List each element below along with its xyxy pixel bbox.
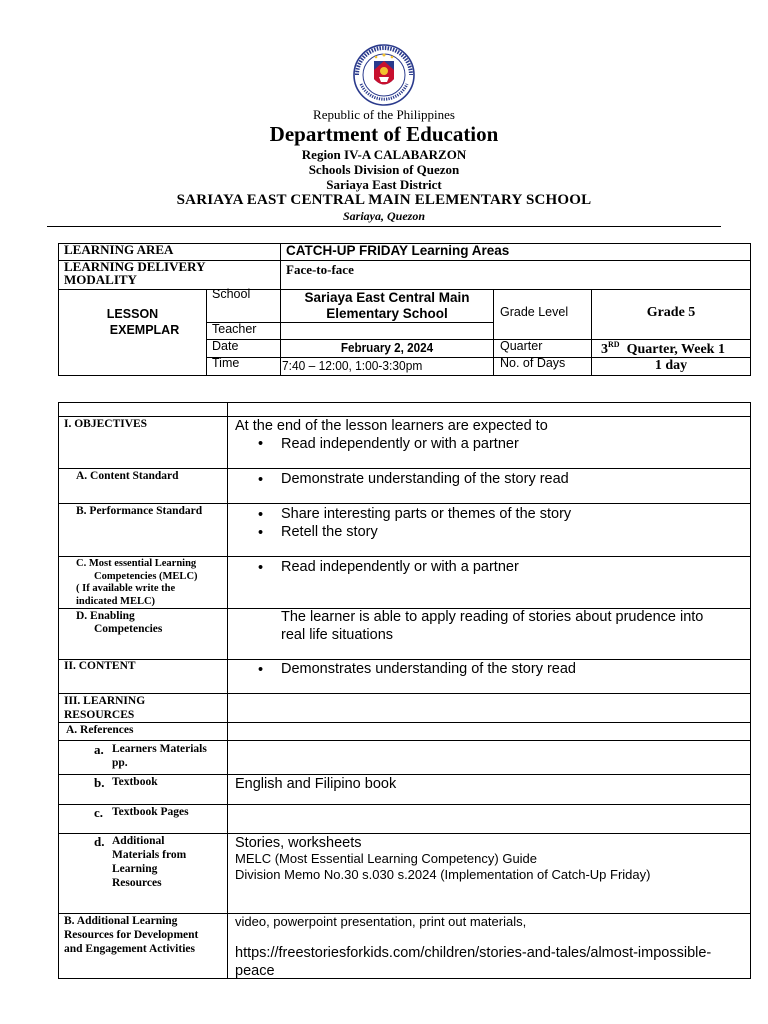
modality-label-line2: MODALITY xyxy=(64,272,137,287)
am-value-line2: MELC (Most Essential Learning Competency) Guide xyxy=(235,851,538,866)
content-label: II. CONTENT xyxy=(64,660,136,672)
school-label: School xyxy=(212,287,251,301)
lesson-exemplar-label: LESSON EXEMPLAR xyxy=(106,307,180,338)
date-value: February 2, 2024 xyxy=(340,340,434,355)
performance-standard-bullet-1: Share interesting parts or themes of the story xyxy=(281,506,572,522)
am-label-line2: Materials from xyxy=(112,849,187,861)
division-line: Schools Division of Quezon xyxy=(308,162,460,177)
am-value-line3: Division Memo No.30 s.030 s.2024 (Implementation of Catch-Up Friday) xyxy=(235,867,651,882)
republic-line: Republic of the Philippines xyxy=(313,107,455,122)
am-label-line4: Resources xyxy=(112,877,162,889)
lm-label-line2: pp. xyxy=(112,757,128,769)
teacher-label: Teacher xyxy=(212,322,257,336)
plan-column-divider xyxy=(227,402,228,979)
school-address: Sariaya, Quezon xyxy=(342,209,425,223)
resource-link[interactable]: https://freestoriesforkids.com/children/stories-and-tales/almost-impossible- xyxy=(235,945,712,961)
melc-label-line4: indicated MELC) xyxy=(76,596,156,607)
resource-link-continued[interactable]: peace xyxy=(235,963,275,979)
references-label: A. References xyxy=(66,724,134,736)
school-value: Sariaya East Central Main Elementary School xyxy=(304,290,470,322)
bullet-icon: • xyxy=(258,662,264,678)
objectives-intro: At the end of the lesson learners are expected to xyxy=(235,418,548,434)
bullet-icon: • xyxy=(258,472,264,488)
quarter-value: 3RD Quarter, Week 1 xyxy=(601,340,725,357)
quarter-label: Quarter xyxy=(500,339,543,353)
department-title: Department of Education xyxy=(269,122,499,146)
objectives-bullet: Read independently or with a partner xyxy=(281,436,519,452)
bullet-icon: • xyxy=(258,507,264,523)
row-divider xyxy=(58,722,750,723)
row-divider xyxy=(58,804,750,805)
enabling-label-line1: D. Enabling xyxy=(76,610,135,622)
melc-bullet: Read independently or with a partner xyxy=(281,559,519,575)
lm-letter: a. xyxy=(94,742,104,757)
days-value: 1 day xyxy=(654,358,688,373)
enabling-label-line2: Competencies xyxy=(94,623,163,635)
district-line: Sariaya East District xyxy=(326,177,442,192)
tb-label: Textbook xyxy=(112,776,158,788)
row-divider xyxy=(58,833,750,834)
row-divider xyxy=(58,468,750,469)
am-label-line3: Learning xyxy=(112,863,158,875)
enabling-text-line1: The learner is able to apply reading of stories about prudence into xyxy=(281,609,704,625)
row-divider xyxy=(58,693,750,694)
row-divider xyxy=(58,556,750,557)
learning-area-value: CATCH-UP FRIDAY Learning Areas xyxy=(286,243,510,258)
tb-value: English and Filipino book xyxy=(235,776,397,792)
tb-letter: b. xyxy=(94,775,105,790)
tbp-label: Textbook Pages xyxy=(112,806,189,818)
performance-standard-bullet-2: Retell the story xyxy=(281,524,378,540)
date-label: Date xyxy=(212,339,239,353)
teacher-value-cell xyxy=(280,322,494,340)
tbp-letter: c. xyxy=(94,805,104,820)
grade-value: Grade 5 xyxy=(646,305,696,320)
plan-table-border xyxy=(58,402,751,979)
bullet-icon: • xyxy=(258,436,264,452)
row-divider xyxy=(58,774,750,775)
content-standard-label: A. Content Standard xyxy=(76,470,179,482)
header-divider xyxy=(47,226,721,227)
am-letter: d. xyxy=(94,834,105,849)
melc-label-line2: Competencies (MELC) xyxy=(94,571,198,582)
modality-value: Face-to-face xyxy=(286,262,354,277)
content-bullet: Demonstrates understanding of the story read xyxy=(281,661,576,677)
b-add-value-line1: video, powerpoint presentation, print out materials, xyxy=(235,914,527,929)
lm-label-line1: Learners Materials xyxy=(112,743,207,755)
modality-label-line1: LEARNING DELIVERY xyxy=(64,259,206,274)
learning-area-label: LEARNING AREA xyxy=(64,242,174,257)
content-standard-bullet: Demonstrate understanding of the story read xyxy=(281,471,569,487)
melc-label-line1: C. Most essential Learning xyxy=(76,558,197,569)
enabling-text-line2: real life situations xyxy=(281,627,394,643)
row-divider xyxy=(58,503,750,504)
objectives-label: I. OBJECTIVES xyxy=(64,418,148,430)
time-label: Time xyxy=(212,356,240,370)
school-name: SARIAYA EAST CENTRAL MAIN ELEMENTARY SCHOOL xyxy=(176,192,592,208)
b-add-label-line3: and Engagement Activities xyxy=(64,943,195,955)
resources-label-line1: III. LEARNING xyxy=(64,695,146,707)
grade-label: Grade Level xyxy=(500,305,569,319)
deped-seal-logo xyxy=(349,44,419,106)
bullet-icon: • xyxy=(258,525,264,541)
am-label-line1: Additional xyxy=(112,835,165,847)
region-line: Region IV-A CALABARZON xyxy=(301,147,467,162)
b-add-label-line1: B. Additional Learning xyxy=(64,915,178,927)
bullet-icon: • xyxy=(258,560,264,576)
b-add-label-line2: Resources for Development xyxy=(64,929,199,941)
row-divider xyxy=(58,740,750,741)
am-value-line1: Stories, worksheets xyxy=(235,835,362,851)
resources-label-line2: RESOURCES xyxy=(64,709,135,721)
performance-standard-label: B. Performance Standard xyxy=(76,505,203,517)
melc-label-line3: ( If available write the xyxy=(76,583,176,594)
days-label: No. of Days xyxy=(500,356,566,370)
time-value: 7:40 – 12:00, 1:00-3:30pm xyxy=(282,358,423,373)
